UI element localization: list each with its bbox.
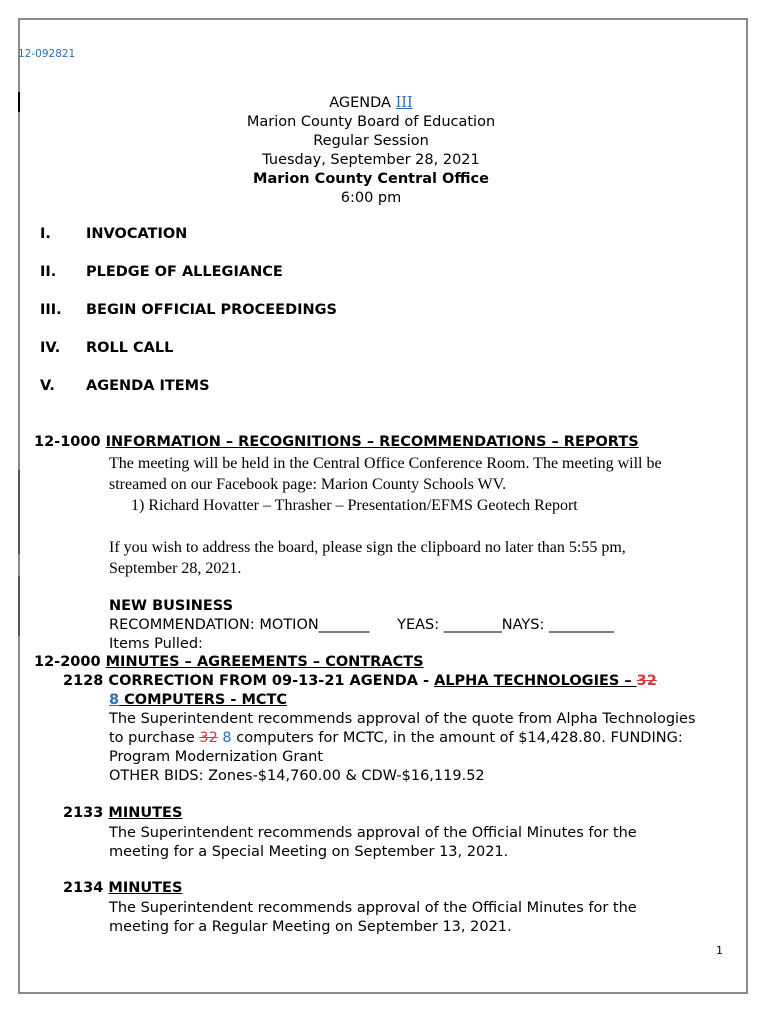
section-proceedings: III. BEGIN OFFICIAL PROCEEDINGS <box>40 302 337 318</box>
item-2128-text: to purchase 32 8 computers for MCTC, in the amount of $14,428.80. FUNDING: <box>109 730 683 746</box>
item-2134-heading: 2134 MINUTES <box>63 880 183 896</box>
section-agenda-items: V. AGENDA ITEMS <box>40 378 210 394</box>
new-business-title: NEW BUSINESS <box>109 598 234 614</box>
margin-change-bar <box>18 576 20 636</box>
meeting-date: Tuesday, September 28, 2021 <box>262 152 480 168</box>
item-2128-text: Program Modernization Grant <box>109 749 324 765</box>
item-1000-list-item: 1) Richard Hovatter – Thrasher – Presentation/EFMS Geotech Report <box>131 497 578 514</box>
inserted-text: 8 <box>217 730 232 746</box>
section-invocation: I. INVOCATION <box>40 226 188 242</box>
item-2128-heading-cont: 8 COMPUTERS - MCTC <box>109 692 288 708</box>
item-1000-text: The meeting will be held in the Central Office Conference Room. The meeting will be <box>109 455 662 472</box>
address-board-note: September 28, 2021. <box>109 560 242 577</box>
item-2128-heading: 2128 CORRECTION FROM 09-13-21 AGENDA - ALPHA TECHNOLOGIES – 32 <box>63 673 657 689</box>
item-2134-text: meeting for a Regular Meeting on September 13, 2021. <box>109 919 512 935</box>
deleted-text: 32 <box>199 730 218 746</box>
item-1000-text: streamed on our Facebook page: Marion County Schools WV. <box>109 476 507 493</box>
deleted-text: 32 <box>636 673 657 689</box>
meeting-time: 6:00 pm <box>340 190 402 206</box>
item-2128-other-bids: OTHER BIDS: Zones-$14,760.00 & CDW-$16,119.52 <box>109 768 485 784</box>
item-2133-text: The Superintendent recommends approval of the Official Minutes for the <box>109 825 637 841</box>
document-id: 12-092821 <box>18 48 76 60</box>
page-number: 1 <box>716 944 723 957</box>
margin-change-bar <box>18 470 20 554</box>
items-pulled: Items Pulled: <box>109 636 203 652</box>
meeting-location: Marion County Central Office <box>253 171 489 187</box>
item-1000-heading: 12-1000 INFORMATION – RECOGNITIONS – RECOMMENDATIONS – REPORTS <box>34 434 639 450</box>
item-2000-heading: 12-2000 MINUTES – AGREEMENTS – CONTRACTS <box>34 654 424 670</box>
item-2128-text: The Superintendent recommends approval of the quote from Alpha Technologies <box>109 711 696 727</box>
item-2133-heading: 2133 MINUTES <box>63 805 183 821</box>
recommendation-line: RECOMMENDATION: MOTION_______ YEAS: ________NAYS: _________ <box>109 617 615 633</box>
agenda-number-link[interactable]: III <box>395 95 413 111</box>
session-type: Regular Session <box>313 133 429 149</box>
item-2134-text: The Superintendent recommends approval of the Official Minutes for the <box>109 900 637 916</box>
agenda-title <box>0 94 742 113</box>
board-name: Marion County Board of Education <box>246 114 496 130</box>
item-2133-text: meeting for a Special Meeting on September 13, 2021. <box>109 844 509 860</box>
section-roll-call: IV. ROLL CALL <box>40 340 174 356</box>
address-board-note: If you wish to address the board, please sign the clipboard no later than 5:55 pm, <box>109 539 626 556</box>
inserted-text: 8 <box>109 692 120 708</box>
section-pledge: II. PLEDGE OF ALLEGIANCE <box>40 264 283 280</box>
agenda-label: AGENDA <box>329 95 396 111</box>
